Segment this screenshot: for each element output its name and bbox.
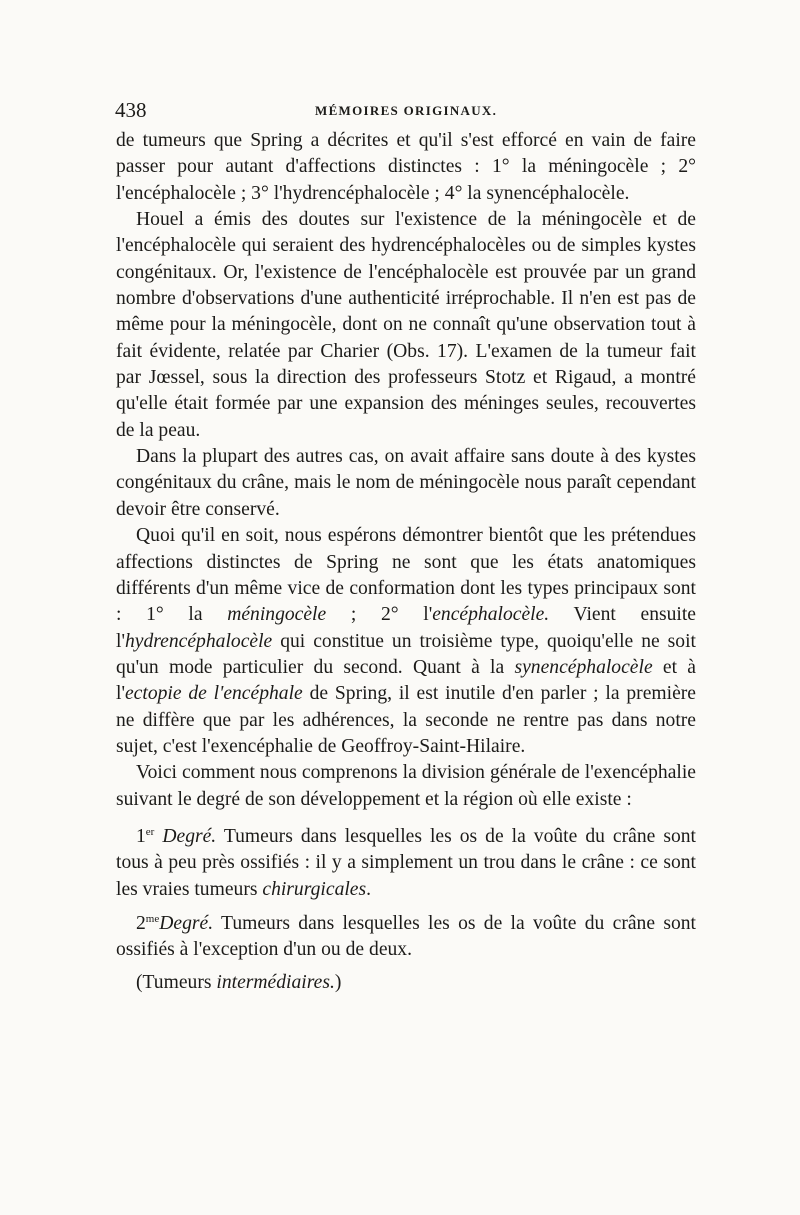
term-hydrencephalocele: hydrencéphalocèle <box>124 630 273 652</box>
degree-2 <box>116 911 696 964</box>
paragraph-4 <box>116 523 696 760</box>
page-number: 438 <box>115 98 147 122</box>
degree-suffix: er <box>145 825 155 838</box>
degree-italic: chirurgicales <box>262 878 367 900</box>
paragraph-1: de tumeurs que Spring a décrites et qu'il s'est efforcé en vain de faire passer pour autant d'affections distinctes : 1° la méningocèle ; 2° l'encéphalocèle ; 3° l'hydrencéphalocèle ; 4° la synencéphalocèle. <box>116 130 696 204</box>
term-intermediaires: intermédiaires. <box>216 971 335 993</box>
term-meningocele: méningocèle <box>227 604 327 626</box>
text-run: qui constitue un troisième type, quoiqu'elle ne soit qu'un mode particulier du second. Quant à la <box>116 630 696 678</box>
degree-text: Tumeurs dans lesquelles les os de la voûte du crâne sont tous à peu près ossifiés : il y a simplement un trou dans le crâne : ce sont les vraies tumeurs <box>116 825 696 900</box>
text-run: Vient ensuite l' <box>116 604 696 652</box>
text-run: et à l' <box>116 656 696 705</box>
paragraph-2: Houel a émis des doutes sur l'existence de la méningocèle et de l'encéphalocèle qui seraient des hydrencéphalocèles ou de simples kystes congénitaux. Or, l'existence de l'encéphalocèle est prouvée par un grand nombre d'observations d'une authenticité irréprochable. Il n'en est pas de même pour la méningocèle, dont on ne connaît qu'une observation tout à fait évidente, relatée par Charier (Obs. 17). L'examen de la tumeur fait par Jœssel, sous la direction des professeurs Stotz et Rigaud, a montré qu'elle était formée par une expansion des méninges seules, recouvertes de la peau. <box>116 209 696 441</box>
degree-text: Tumeurs dans lesquelles les os de la voûte du crâne sont ossifiés à l'exception d'un ou de deux. <box>116 912 696 961</box>
text-run: Quoi qu'il en soit, nous espérons démontrer bientôt que les prétendues affections distinctes de Spring ne sont que les états anatomiques différents d'un même vice de conformation dont les types principaux sont : 1° la <box>116 525 696 626</box>
term-synencephalocele: synencéphalocèle <box>514 656 653 678</box>
text-run: de Spring, il est inutile d'en parler ; la première ne diffère que par les adhérences, la seconde ne rentre pas dans notre sujet, c'est l'exencéphalie de Geoffroy-Saint-Hilaire. <box>116 683 697 757</box>
degree-1 <box>116 824 696 903</box>
text-run: (Tumeurs <box>136 971 217 993</box>
degree-number: 2 <box>136 912 146 934</box>
page-header <box>115 98 695 128</box>
text-body <box>116 128 696 996</box>
running-title: MÉMOIRES ORIGINAUX. <box>315 103 498 118</box>
text-run: ) <box>334 971 342 993</box>
paragraph-5: Voici comment nous comprenons la division générale de l'exencéphalie suivant le degré de son développement et la région où elle existe : <box>116 762 696 810</box>
degree-label: Degré. <box>159 912 214 934</box>
degree-end: . <box>366 878 372 900</box>
paragraph-3: Dans la plupart des autres cas, on avait affaire sans doute à des kystes congénitaux du crâne, mais le nom de méningocèle nous paraît cependant devoir être conservé. <box>116 446 696 520</box>
degree-number: 1 <box>136 825 146 847</box>
text-run: ; 2° l' <box>326 604 433 626</box>
term-encephalocele: encéphalocèle. <box>432 604 550 626</box>
term-ectopie: ectopie de l'encéphale <box>124 683 303 705</box>
degree-label: Degré. <box>162 825 217 847</box>
closing-line <box>116 970 696 996</box>
degree-suffix: me <box>145 912 160 925</box>
